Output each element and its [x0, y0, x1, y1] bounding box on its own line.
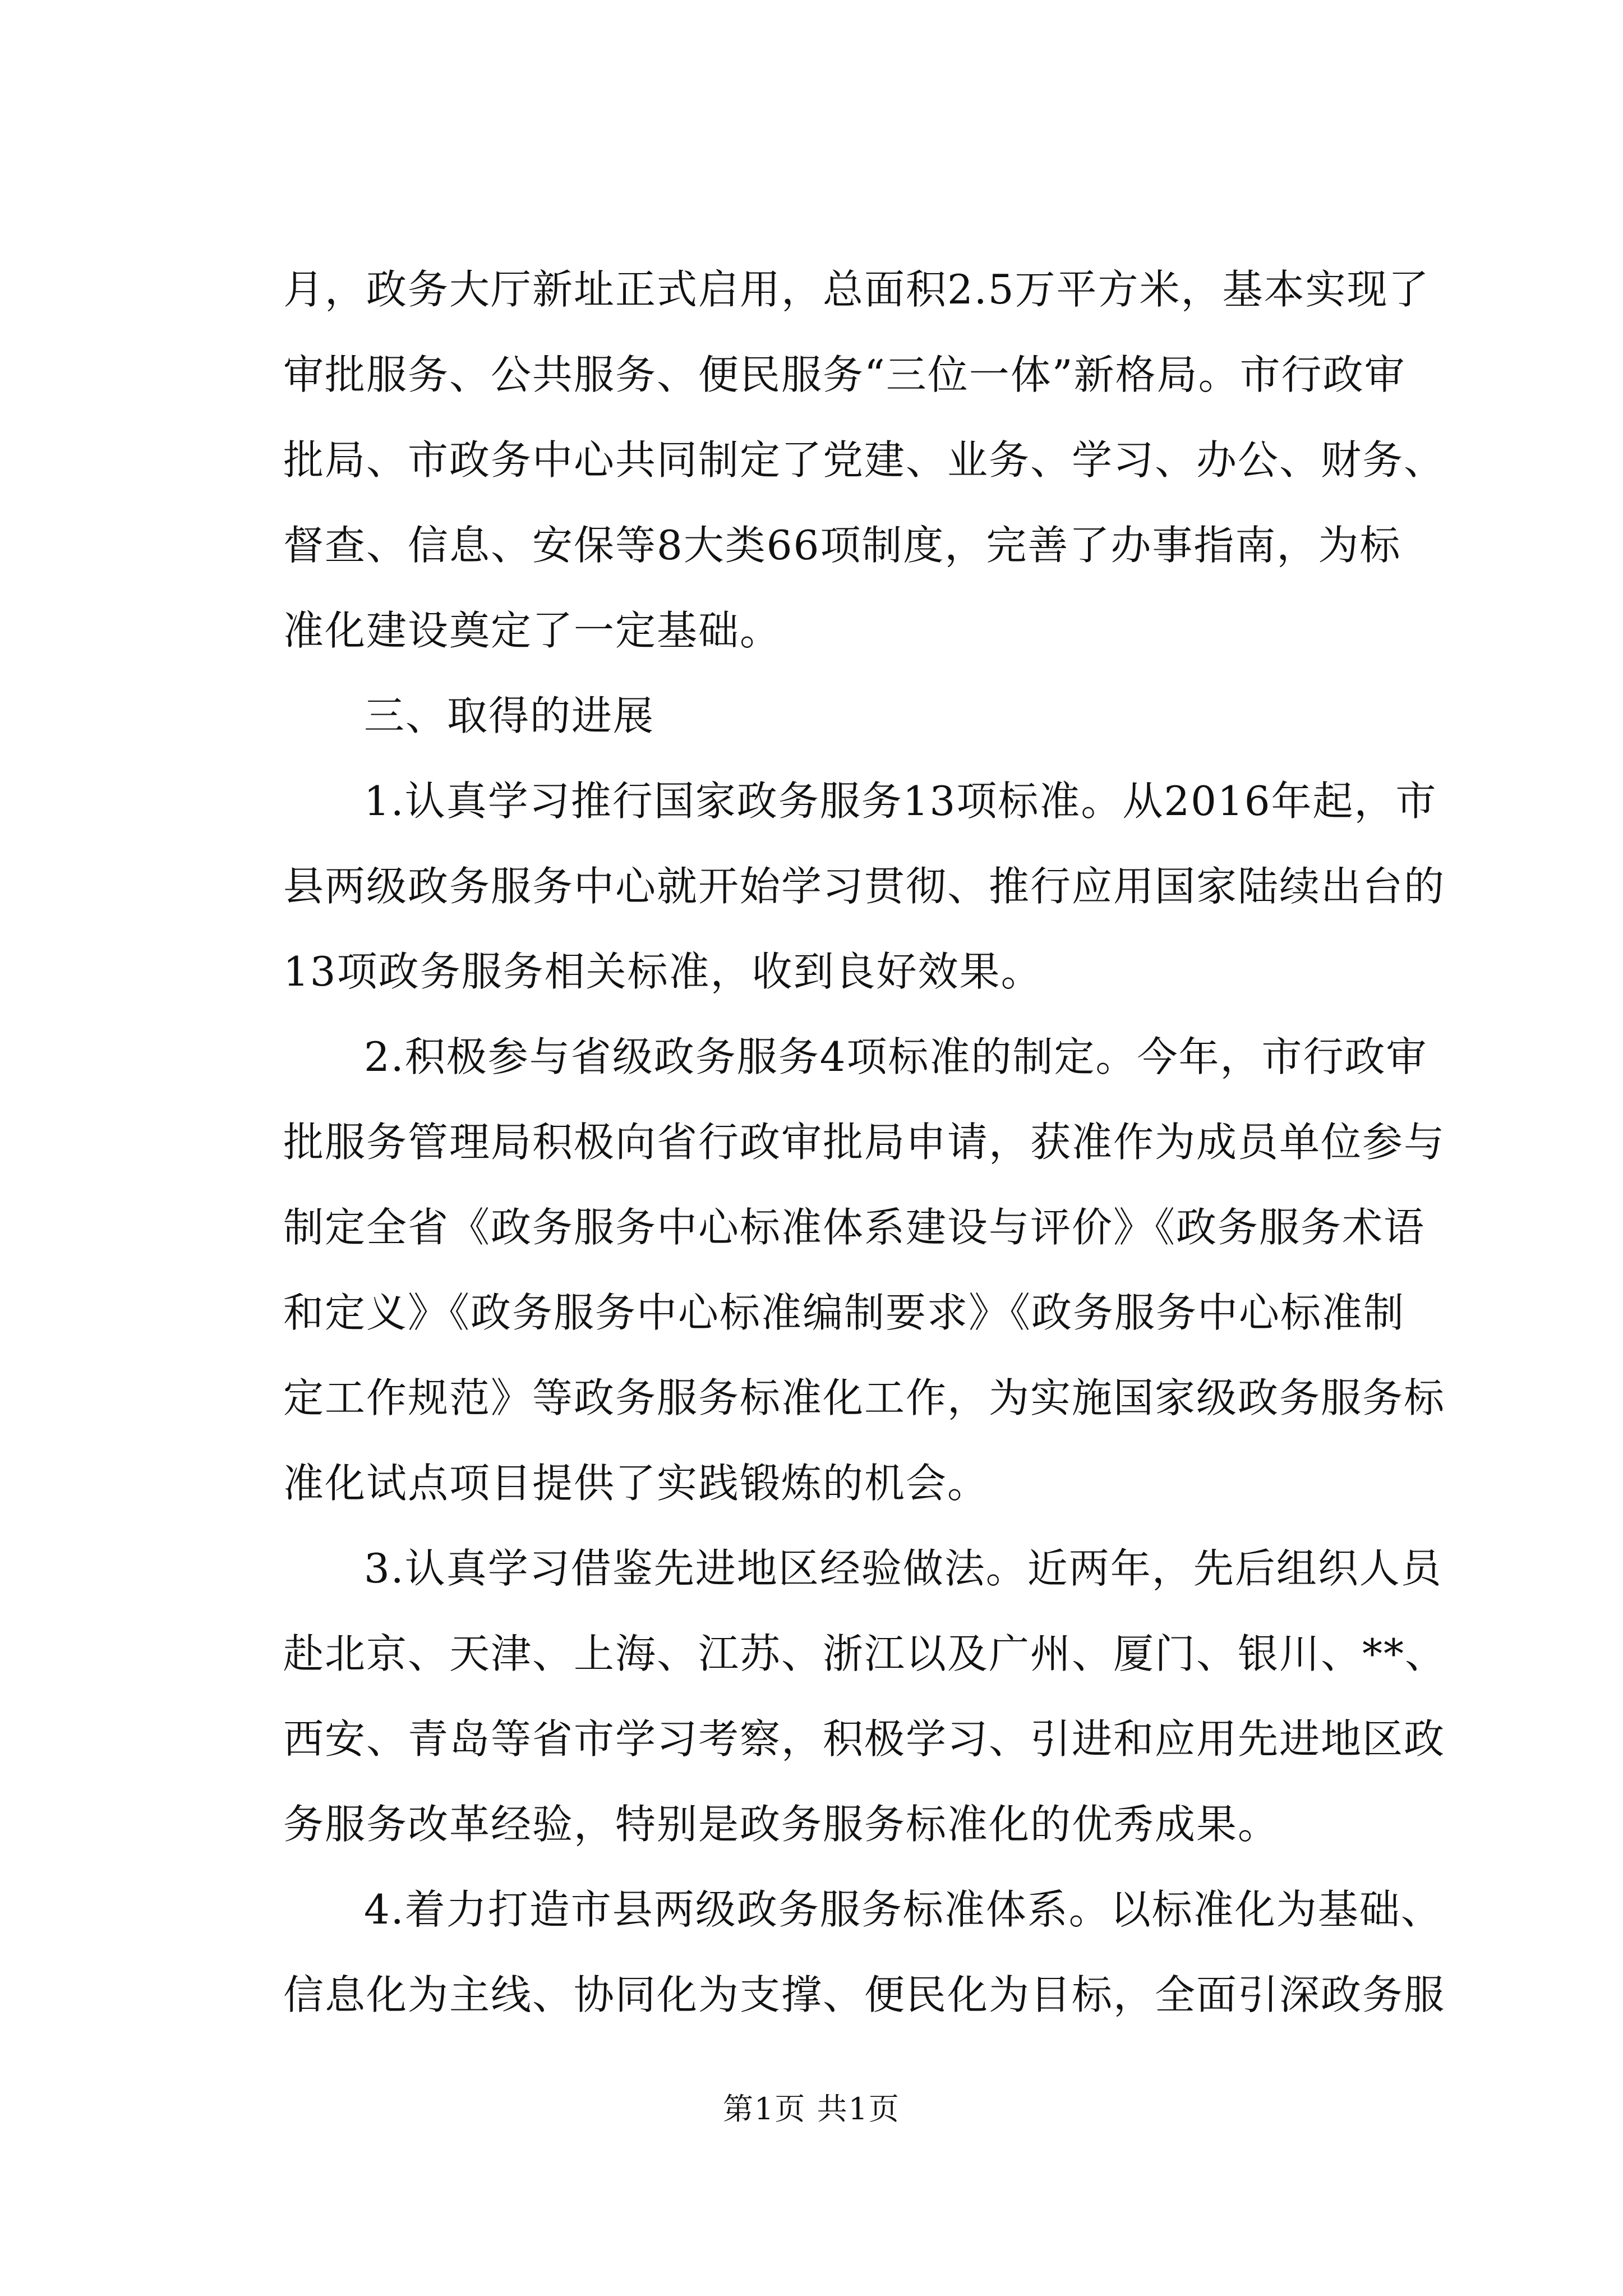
section-heading: 三、取得的进展: [364, 692, 655, 739]
text-line: 批局、市政务中心共同制定了党建、业务、学习、办公、财务、: [283, 436, 1446, 484]
page-number-footer: 第1页 共1页: [723, 2091, 900, 2127]
text-line: 定工作规范》等政务服务标准化工作，为实施国家级政务服务标: [283, 1374, 1446, 1421]
text-line: 制定全省《政务服务中心标准体系建设与评价》《政务服务术语: [283, 1204, 1426, 1251]
paragraph-start-line: 1.认真学习推行国家政务服务13项标准。从2016年起，市: [364, 777, 1437, 825]
text-line: 月，政务大厅新址正式启用，总面积2.5万平方米，基本实现了: [283, 266, 1430, 313]
paragraph-start-line: 2.积极参与省级政务服务4项标准的制定。今年，市行政审: [364, 1033, 1428, 1080]
text-line: 准化建设奠定了一定基础。: [283, 607, 782, 654]
text-line: 西安、青岛等省市学习考察，积极学习、引进和应用先进地区政: [283, 1715, 1446, 1763]
paragraph-start-line: 4.着力打造市县两级政务服务标准体系。以标准化为基础、: [364, 1886, 1442, 1933]
text-line: 县两级政务服务中心就开始学习贯彻、推行应用国家陆续出台的: [283, 863, 1446, 910]
text-line: 赴北京、天津、上海、江苏、浙江以及广州、厦门、银川、**、: [283, 1630, 1447, 1677]
paragraph-start-line: 3.认真学习借鉴先进地区经验做法。近两年，先后组织人员: [364, 1545, 1442, 1592]
text-line: 务服务改革经验，特别是政务服务标准化的优秀成果。: [283, 1801, 1280, 1848]
text-line: 和定义》《政务服务中心标准编制要求》《政务服务中心标准制: [283, 1289, 1405, 1336]
text-line: 13项政务服务相关标准，收到良好效果。: [283, 948, 1043, 995]
text-line: 批服务管理局积极向省行政审批局申请，获准作为成员单位参与: [283, 1119, 1446, 1166]
text-line: 审批服务、公共服务、便民服务“三位一体”新格局。市行政审: [283, 351, 1406, 398]
text-line: 信息化为主线、协同化为支撑、便民化为目标，全面引深政务服: [283, 1971, 1446, 2018]
document-body: [283, 247, 1447, 2037]
text-line: 督查、信息、安保等8大类66项制度，完善了办事指南，为标: [283, 522, 1401, 569]
text-line: 准化试点项目提供了实践锻炼的机会。: [283, 1460, 989, 1507]
